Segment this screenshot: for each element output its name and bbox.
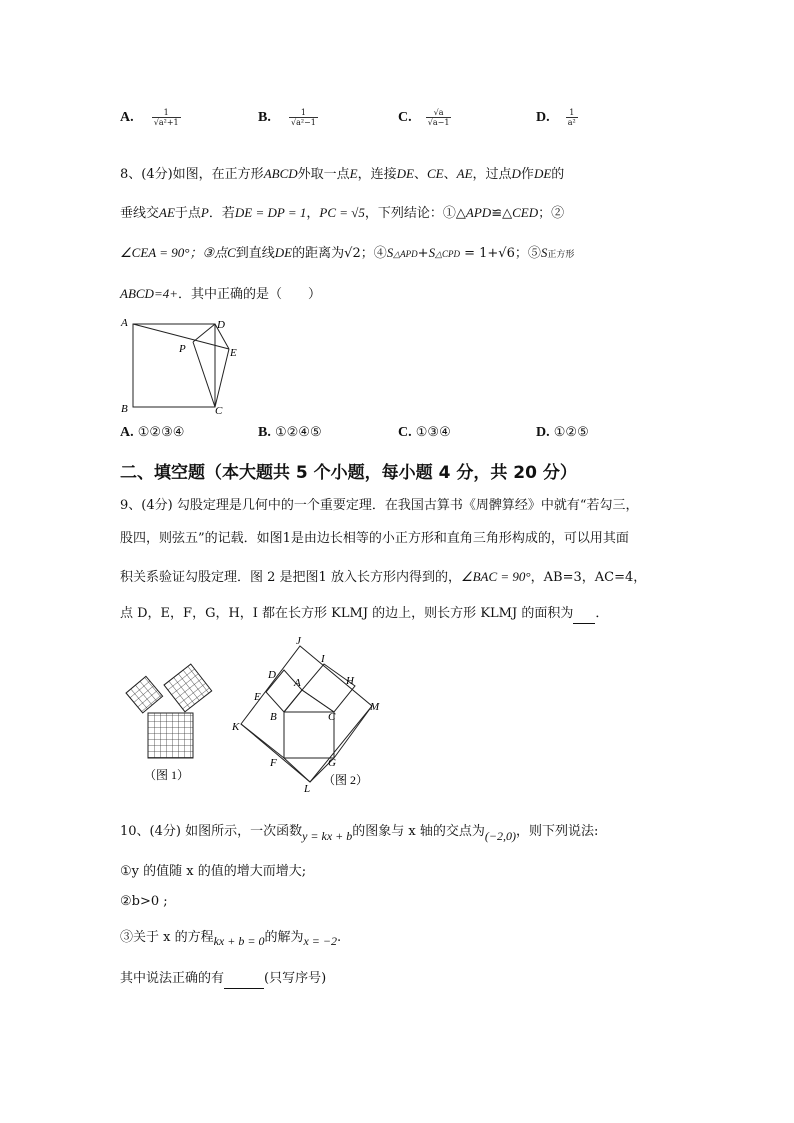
square-b (164, 664, 212, 712)
figure-label: G (328, 757, 336, 769)
figure-label: J (296, 635, 301, 647)
figure-label: I (321, 653, 325, 665)
figure-label: H (346, 675, 354, 687)
option-label: C. (398, 110, 412, 125)
answer-blank (224, 970, 264, 989)
q9-line-2: 股四，则弦五”的记载．如图1是由边长相等的小正方形和直角三角形构成的，可以用其面 (120, 531, 629, 546)
q7-option-a (120, 108, 181, 127)
figure-label: C (215, 405, 223, 417)
figure-label: P (179, 343, 186, 355)
segment-pc (193, 342, 215, 407)
q8-choice-b: B. ①②④⑤ (258, 425, 322, 440)
segment-dp (193, 324, 215, 342)
answer-blank (573, 605, 595, 624)
figure-label: K (232, 721, 240, 733)
q8-line-3: ∠CEA = 90°；③点C到直线DE的距离为√2；④S△APD+S△CPD = 1+√6；⑤S正方形 (120, 245, 575, 261)
figure-label: F (270, 757, 277, 769)
figure-label: A (121, 317, 128, 329)
figure-label: B (270, 711, 277, 723)
figure-caption: （图 2） (323, 773, 369, 787)
q9-figure-2 (228, 632, 393, 797)
segment (241, 724, 284, 758)
q9-line-4: 点 D，E，F，G，H，I 都在长方形 KLMJ 的边上，则长方形 KLMJ 的面积为 ． (120, 605, 608, 624)
square-ac (302, 664, 355, 712)
q7-option-c (398, 108, 451, 127)
fraction: $\frac{1}{\text{√a²+1}}$ (153, 108, 179, 127)
figure-label: A (294, 677, 301, 689)
figure-label: D (268, 669, 276, 681)
q10-line-1: 10、(4分) 如图所示，一次函数y = kx + b的图象与 x 轴的交点为(−2,0)，则下列说法: (120, 824, 599, 843)
square-a (126, 676, 163, 713)
segment-ce (215, 349, 229, 407)
triangle-bac (284, 690, 334, 712)
q8-choice-d: D. ①②⑤ (536, 425, 589, 440)
square-c (148, 713, 193, 758)
figure-label: B (121, 403, 128, 415)
rectangle-klmj (241, 646, 372, 782)
option-label: B. (258, 110, 271, 125)
figure-label: E (254, 691, 261, 703)
q8-figure (115, 314, 250, 418)
figure-label: E (230, 347, 237, 359)
fraction: $\frac{1}{\text{√a²−1}}$ (290, 108, 316, 127)
q8-line-2: 垂线交AE于点P．若DE = DP = 1，PC = √5，下列结论：①△APD≌△CED；② (120, 205, 565, 221)
fraction: $\frac{1}{\text{a²}}$ (567, 108, 576, 127)
figure-label: C (328, 711, 336, 723)
figure-label: L (304, 783, 311, 795)
q9-line-1: 9、(4分) 勾股定理是几何中的一个重要定理．在我国古算书《周髀算经》中就有“若勾三， (120, 498, 639, 513)
fraction: $\frac{√a}{√a-1}$ (427, 108, 450, 127)
section-title: 二、填空题（本大题共 5 个小题，每小题 4 分，共 20 分） (120, 463, 577, 483)
segment (284, 758, 310, 782)
option-label: A. (120, 110, 134, 125)
segment (334, 706, 372, 758)
q8-choice-a: A. ①②③④ (120, 425, 185, 440)
q8-line-4: ABCD=4+．其中正确的是（ ） (120, 286, 322, 302)
q10-statement-2: ②b>0 ; (120, 894, 168, 909)
q7-option-b (258, 108, 318, 127)
figure-label: D (217, 319, 225, 331)
q9-line-3: 积关系验证勾股定理．图 2 是把图1 放入长方形内得到的，∠BAC = 90°，AB=3，AC=4， (120, 569, 647, 585)
q8-line-1: 8、(4分)如图，在正方形ABCD外取一点E，连接DE、CE、AE，过点D作DE的 (120, 166, 565, 182)
figure-label: M (370, 701, 380, 713)
figure-caption: （图 1） (144, 768, 190, 782)
q10-statement-3: ③关于 x 的方程kx + b = 0的解为x = −2. (120, 930, 342, 948)
q10-question: 其中说法正确的有 (只写序号) (120, 970, 326, 989)
square-abcd (133, 324, 215, 407)
square-bc (284, 712, 334, 758)
q7-option-d (536, 108, 578, 127)
q10-statement-1: ①y 的值随 x 的值的增大而增大; (120, 864, 307, 879)
option-label: D. (536, 110, 550, 125)
q9-figure-1 (118, 655, 228, 785)
q8-choice-c: C. ①③④ (398, 425, 451, 440)
